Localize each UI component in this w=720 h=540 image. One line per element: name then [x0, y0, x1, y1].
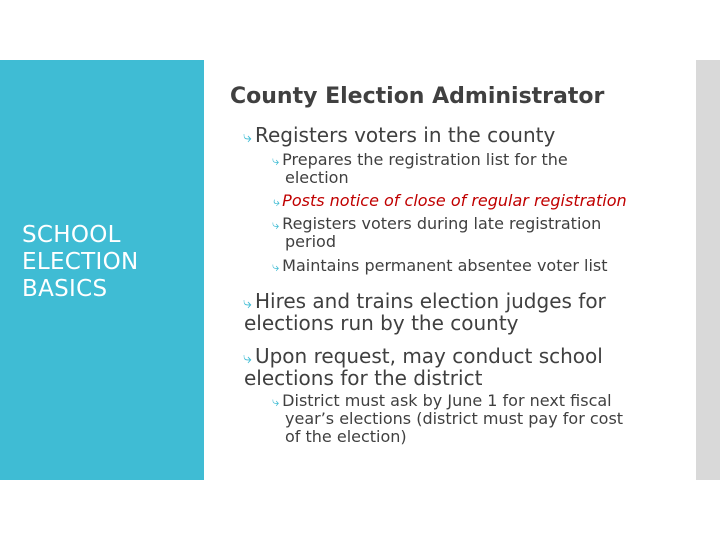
bullet-prepares-list: ⤷ Prepares the registration list for the — [272, 150, 568, 169]
slide-title: County Election Administrator — [230, 84, 605, 109]
curved-arrow-bullet-icon: ⤷ — [243, 293, 252, 312]
edge-strip — [696, 60, 720, 480]
bullet-continuation: of the election) — [285, 427, 407, 446]
curved-arrow-bullet-icon: ⤷ — [272, 395, 280, 410]
bullet-election-judges: ⤷ Hires and trains election judges for — [243, 289, 606, 313]
bullet-absentee-list: ⤷ Maintains permanent absentee voter list — [272, 256, 608, 275]
bullet-continuation: election — [285, 168, 349, 187]
section-title — [22, 222, 202, 303]
bullet-conduct-elections: ⤷ Upon request, may conduct school — [243, 344, 603, 368]
bullet-continuation: elections run by the county — [244, 311, 519, 335]
section-title-line: ELECTION — [22, 249, 139, 275]
bullet-registers-voters: ⤷ Registers voters in the county — [243, 123, 556, 147]
bullet-district-deadline: ⤷ District must ask by June 1 for next fiscal — [272, 391, 612, 410]
curved-arrow-bullet-icon: ⤷ — [272, 218, 280, 233]
bullet-continuation: year’s elections (district must pay for cost — [285, 409, 624, 428]
curved-arrow-bullet-icon: ⤷ — [243, 348, 252, 367]
section-title-line: SCHOOL — [22, 222, 121, 248]
bullet-continuation: elections for the district — [244, 366, 483, 390]
bullet-late-registration: ⤷ Registers voters during late registration — [272, 214, 602, 233]
section-title-line: BASICS — [22, 276, 108, 302]
curved-arrow-bullet-icon: ⤷ — [272, 260, 280, 275]
curved-arrow-bullet-icon: ⤷ — [272, 154, 280, 169]
bullet-continuation: period — [285, 232, 336, 251]
bullet-posts-notice: ⤷ Posts notice of close of regular registration — [272, 191, 627, 210]
curved-arrow-bullet-icon: ⤷ — [272, 195, 280, 210]
curved-arrow-bullet-icon: ⤷ — [243, 127, 252, 146]
